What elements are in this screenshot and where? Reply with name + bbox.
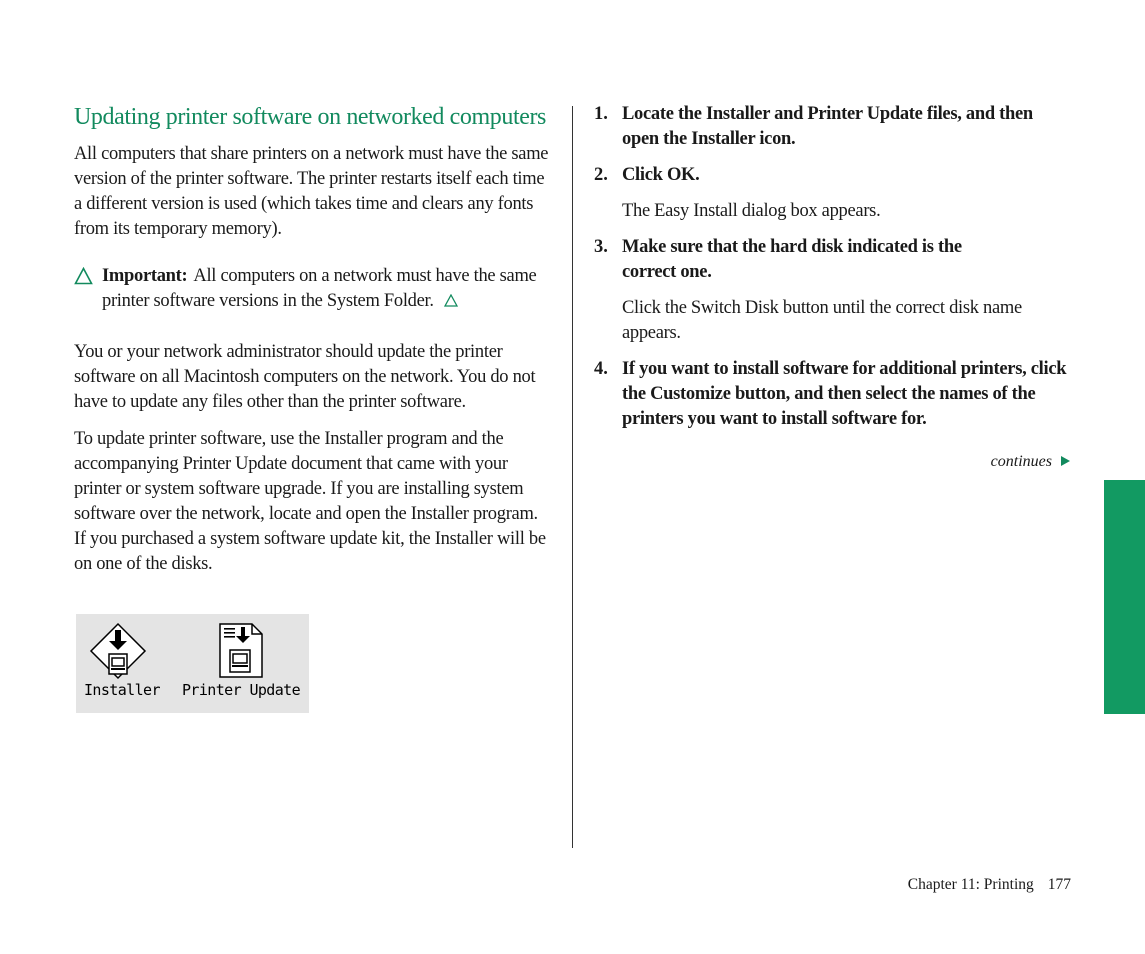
step-3 xyxy=(594,235,1074,346)
step-number: 2. xyxy=(594,165,608,185)
installer-label: Installer xyxy=(84,681,160,699)
page-number: 177 xyxy=(1047,876,1071,893)
section-title: Updating printer software on networked computers xyxy=(74,104,546,130)
intro-paragraph: All computers that share printers on a network must have the same version of the printer software. The printer restarts itself each time a different version is used (which takes time and clears any fonts from its temporary memory). xyxy=(74,144,549,239)
step-number: 1. xyxy=(594,104,608,124)
continues-label: continues xyxy=(990,453,1052,470)
right-column xyxy=(594,102,1074,443)
warning-triangle-end-icon xyxy=(444,294,458,307)
printer-update-document-icon xyxy=(217,622,265,680)
footer-chapter: Chapter 11: Printing xyxy=(907,876,1034,893)
arrow-right-icon xyxy=(1060,455,1071,467)
step-2 xyxy=(594,163,1074,224)
warning-triangle-icon xyxy=(74,267,93,285)
step-number: 3. xyxy=(594,237,608,257)
important-text: All computers on a network must have the same printer software versions in the System Folder. xyxy=(102,266,537,311)
installer-icon xyxy=(89,622,147,680)
icon-screenshot-panel xyxy=(76,614,309,713)
chapter-tab xyxy=(1104,480,1145,714)
column-divider xyxy=(572,106,573,848)
printer-update-label: Printer Update xyxy=(182,681,301,699)
step-detail: Click the Switch Disk button until the correct disk name appears. xyxy=(622,298,1022,343)
step-instruction: If you want to install software for additional printers, click the Customize button, and then select the names of the printers you want to install software for. xyxy=(622,359,1067,429)
step-instruction: Click OK. xyxy=(622,165,700,185)
step-4 xyxy=(594,357,1074,432)
step-detail: The Easy Install dialog box appears. xyxy=(622,201,881,221)
step-1 xyxy=(594,102,1074,152)
admin-paragraph: You or your network administrator should update the printer software on all Macintosh computers on the network. You do not have to update any files other than the printer software. xyxy=(74,342,536,412)
page-footer xyxy=(908,875,1071,895)
step-instruction: Locate the Installer and Printer Update files, and then open the Installer icon. xyxy=(622,104,1033,149)
step-number: 4. xyxy=(594,359,608,379)
important-note xyxy=(74,264,552,314)
important-label: Important: xyxy=(102,266,188,286)
step-instruction: Make sure that the hard disk indicated is the correct one. xyxy=(622,237,962,282)
update-paragraph: To update printer software, use the Installer program and the accompanying Printer Update document that came with your printer or system software upgrade. If you are installing system software over the network, locate and open the Installer program. If you purchased a system software update kit, the Installer will be on one of the disks. xyxy=(74,429,546,574)
left-column xyxy=(74,100,552,589)
continues-indicator xyxy=(991,452,1071,472)
